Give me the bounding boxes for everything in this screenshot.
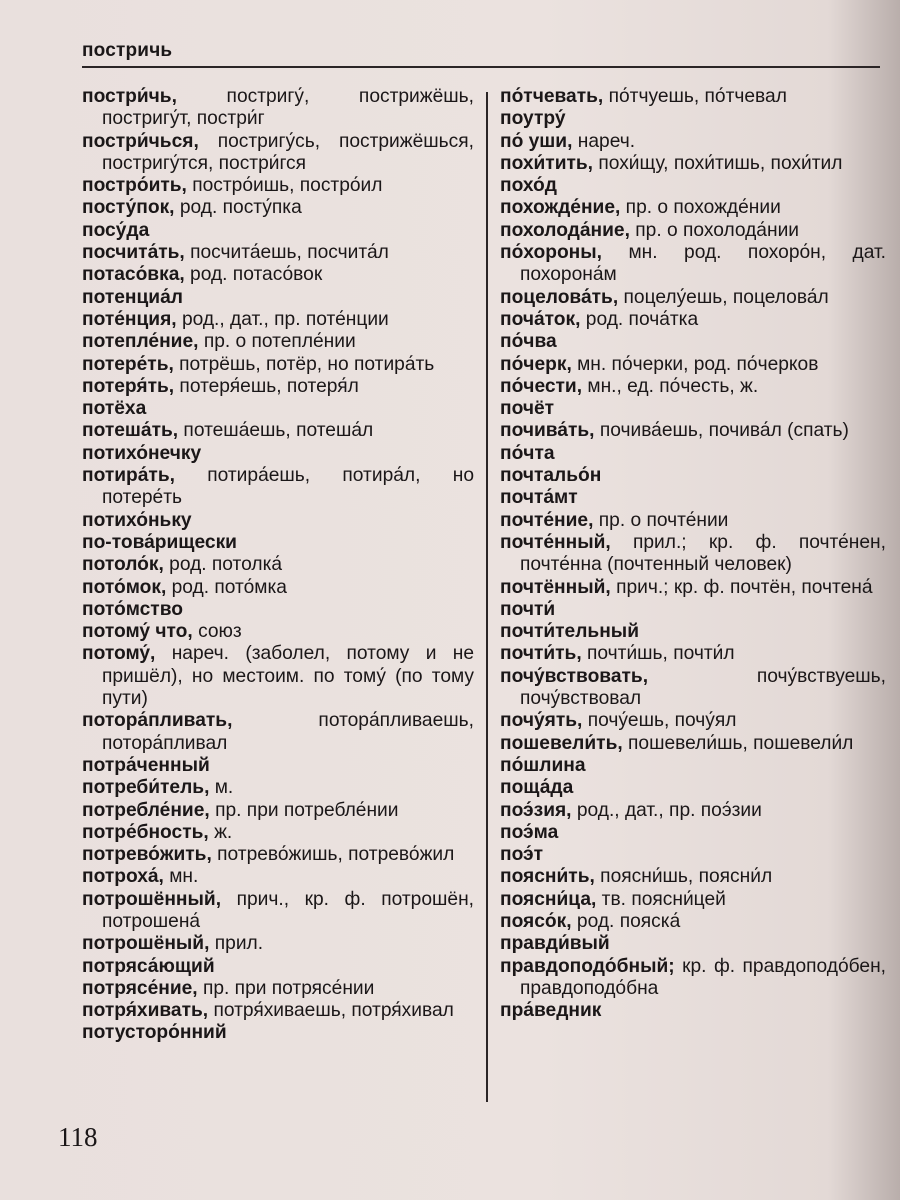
dictionary-entry	[82, 532, 474, 554]
dictionary-entry: поча́ток, род. поча́тка	[500, 308, 699, 330]
headword: потребле́ние,	[82, 799, 210, 821]
headword: пошевели́ть,	[500, 732, 623, 754]
dictionary-entry	[500, 599, 886, 621]
dictionary-entry	[500, 777, 886, 799]
dictionary-entry: потрошёный, прил.	[82, 933, 264, 955]
dictionary-entry: поясо́к, род. пояска́	[500, 910, 681, 932]
headword: потеря́ть,	[82, 375, 175, 397]
dictionary-entry	[500, 844, 886, 866]
headword: почу́вствовать,	[500, 665, 649, 687]
headword: потрево́жить,	[82, 844, 212, 866]
headword: постро́ить,	[82, 175, 187, 197]
headword: почти́ть,	[500, 643, 582, 665]
headword: почу́ять,	[500, 710, 583, 732]
headword: потоло́к,	[82, 554, 164, 576]
headword: похи́тить,	[500, 152, 594, 174]
headword: по́ уши,	[500, 130, 573, 152]
column-divider	[486, 92, 488, 1102]
headword: по́хороны,	[500, 242, 602, 264]
dictionary-entry: поцелова́ть, поцелу́ешь, поцелова́л	[500, 286, 829, 308]
dictionary-entry: потира́ть, потира́ешь, потира́л, но потере́ть	[82, 465, 474, 509]
headword: потому́ что,	[82, 621, 193, 643]
dictionary-entry: потоло́к, род. потолка́	[82, 554, 283, 576]
dictionary-entry: потрясе́ние, пр. при потрясе́нии	[82, 977, 375, 999]
headword: по́чести,	[500, 375, 583, 397]
dictionary-entry: потере́ть, потрёшь, потёр, но потира́ть	[82, 353, 435, 375]
headword: потере́ть,	[82, 353, 174, 375]
dictionary-entry: по́хороны, мн. род. похоро́н, дат. похорона́м	[500, 242, 886, 286]
headword: правдоподо́бный;	[500, 955, 675, 977]
dictionary-entry	[500, 443, 886, 465]
dictionary-entry	[500, 621, 886, 643]
page-number: 118	[58, 1122, 98, 1152]
dictionary-entry: по́ уши, нареч.	[500, 130, 636, 152]
headword: по́тчевать,	[500, 86, 604, 107]
headword: почте́нный,	[500, 531, 611, 553]
headword: почива́ть,	[500, 420, 595, 442]
headword: поутру́	[500, 108, 566, 130]
headword: посу́да	[82, 219, 150, 241]
headword: потре́бность,	[82, 821, 209, 843]
dictionary-entry: потреби́тель, м.	[82, 777, 234, 799]
dictionary-entry	[82, 1022, 474, 1044]
left-column	[82, 86, 474, 1045]
headword: поясни́ца,	[500, 888, 597, 910]
dictionary-entry: потрошённый, прич., кр. ф. потрошён, потрошена́	[82, 888, 474, 932]
dictionary-entry	[500, 108, 886, 130]
headword: поэ́т	[500, 844, 544, 866]
dictionary-entry: потеша́ть, потеша́ешь, потеша́л	[82, 420, 374, 442]
headword: потепле́ние,	[82, 331, 199, 353]
headword: потряса́ющий	[82, 955, 215, 977]
dictionary-entry	[500, 398, 886, 420]
dictionary-entry	[82, 599, 474, 621]
dictionary-entry: потасо́вка, род. потасо́вок	[82, 264, 323, 286]
dictionary-entry	[82, 755, 474, 777]
dictionary-entry	[82, 956, 474, 978]
headword: поэ́ма	[500, 821, 559, 843]
headword: по-това́рищески	[82, 531, 237, 553]
dictionary-entry: постри́чься, постригу́сь, пострижёшься, постригу́тся, постри́гся	[82, 130, 474, 174]
dictionary-entry	[500, 487, 886, 509]
dictionary-entry	[500, 331, 886, 353]
dictionary-entry	[82, 398, 474, 420]
headword: постри́чься,	[82, 130, 199, 152]
dictionary-entry: пото́мок, род. пото́мка	[82, 576, 287, 598]
headword: по́черк,	[500, 353, 572, 375]
dictionary-entry: посчита́ть, посчита́ешь, посчита́л	[82, 242, 389, 264]
dictionary-entry	[82, 510, 474, 532]
headword: поча́ток,	[500, 308, 581, 330]
headword: потеша́ть,	[82, 420, 179, 442]
dictionary-entry: потепле́ние, пр. о потепле́нии	[82, 331, 356, 353]
headword: потихо́нечку	[82, 442, 202, 464]
headword: потреби́тель,	[82, 777, 210, 799]
headword: поща́да	[500, 777, 574, 799]
headword: потенциа́л	[82, 286, 183, 308]
headword: поясо́к,	[500, 910, 572, 932]
dictionary-entry	[500, 822, 886, 844]
dictionary-entry	[82, 443, 474, 465]
headword: почтальо́н	[500, 465, 602, 487]
dictionary-entry: потора́пливать, потора́пливаешь, потора́пливал	[82, 710, 474, 754]
dictionary-entry: потребле́ние, пр. при потребле́нии	[82, 799, 399, 821]
headword: потусторо́нний	[82, 1022, 227, 1044]
header-rule	[82, 66, 880, 68]
dictionary-entry: посту́пок, род. посту́пка	[82, 197, 302, 219]
headword: похо́д	[500, 175, 557, 197]
headword: потасо́вка,	[82, 264, 185, 286]
dictionary-entry	[500, 755, 886, 777]
headword: по́чта	[500, 442, 555, 464]
dictionary-entry: почива́ть, почива́ешь, почива́л (спать)	[500, 420, 849, 442]
headword: почти́	[500, 598, 556, 620]
headword: похожде́ние,	[500, 197, 621, 219]
headword: потира́ть,	[82, 465, 175, 487]
headword: почта́мт	[500, 487, 578, 509]
headword: потихо́ньку	[82, 509, 192, 531]
dictionary-entry: постри́чь, постригу́, пострижёшь, постригу́т, постри́г	[82, 86, 474, 130]
dictionary-entry: правдоподо́бный; кр. ф. правдоподо́бен, правдоподо́бна	[500, 955, 886, 999]
dictionary-entry: поте́нция, род., дат., пр. поте́нции	[82, 308, 389, 330]
headword: поцелова́ть,	[500, 286, 619, 308]
headword: по́чва	[500, 331, 557, 353]
dictionary-entry: по́черк, мн. по́черки, род. по́черков	[500, 353, 819, 375]
dictionary-entry: по́чести, мн., ед. по́честь, ж.	[500, 375, 759, 397]
dictionary-entry	[500, 175, 886, 197]
dictionary-entry: потря́хивать, потря́хиваешь, потря́хивал	[82, 1000, 454, 1022]
dictionary-entry	[82, 287, 474, 309]
headword: правди́вый	[500, 933, 610, 955]
headword: потрясе́ние,	[82, 977, 198, 999]
dictionary-entry: пошевели́ть, пошевели́шь, пошевели́л	[500, 732, 854, 754]
headword: поэ́зия,	[500, 799, 572, 821]
headword: потому́,	[82, 643, 156, 665]
dictionary-entry: потре́бность, ж.	[82, 821, 233, 843]
headword: почёт	[500, 398, 555, 420]
dictionary-entry: потому́, нареч. (заболел, потому и не пришёл), но местоим. по тому́ (по тому пути)	[82, 643, 474, 710]
dictionary-entry: потрево́жить, потрево́жишь, потрево́жил	[82, 844, 455, 866]
headword: посчита́ть,	[82, 242, 185, 264]
dictionary-entry: по́тчевать, по́тчуешь, по́тчевал	[500, 86, 787, 107]
dictionary-entry: почтённый, прич.; кр. ф. почтён, почтена́	[500, 576, 873, 598]
headword: посту́пок,	[82, 197, 175, 219]
dictionary-entry: похи́тить, похи́щу, похи́тишь, похи́тил	[500, 152, 843, 174]
dictionary-entry: поясни́ца, тв. поясни́цей	[500, 888, 726, 910]
headword: поте́нция,	[82, 308, 177, 330]
headword: потря́хивать,	[82, 1000, 209, 1022]
dictionary-entry: почу́ять, почу́ешь, почу́ял	[500, 710, 737, 732]
headword: пото́мок,	[82, 576, 167, 598]
dictionary-entry: почу́вствовать, почу́вствуешь, почу́вствовал	[500, 665, 886, 710]
dictionary-entry: потеря́ть, потеря́ешь, потеря́л	[82, 375, 359, 397]
dictionary-entry: почте́ние, пр. о почте́нии	[500, 509, 729, 531]
headword: потрошёный,	[82, 933, 210, 955]
headword: поясни́ть,	[500, 866, 595, 888]
headword: почтённый,	[500, 576, 611, 598]
dictionary-entry: потому́ что, союз	[82, 621, 242, 643]
running-head: постричь	[82, 40, 173, 61]
headword: потрошённый,	[82, 888, 222, 910]
headword: постри́чь,	[82, 86, 177, 107]
dictionary-entry	[500, 1000, 886, 1022]
headword: потора́пливать,	[82, 710, 233, 732]
headword: пра́ведник	[500, 1000, 602, 1022]
headword: пото́мство	[82, 598, 183, 620]
headword: по́шлина	[500, 754, 586, 776]
dictionary-entry: похожде́ние, пр. о похожде́нии	[500, 197, 781, 219]
right-column	[500, 86, 886, 1022]
dictionary-entry: поэ́зия, род., дат., пр. поэ́зии	[500, 799, 762, 821]
headword: почти́тельный	[500, 621, 639, 643]
headword: потроха́,	[82, 866, 164, 888]
dictionary-entry: потроха́, мн.	[82, 866, 199, 888]
headword: потёха	[82, 398, 147, 420]
headword: потра́ченный	[82, 754, 210, 776]
headword: почте́ние,	[500, 509, 594, 531]
dictionary-entry	[500, 465, 886, 487]
dictionary-entry: постро́ить, постро́ишь, постро́ил	[82, 175, 383, 197]
dictionary-entry	[82, 220, 474, 242]
dictionary-entry	[500, 933, 886, 955]
dictionary-entry: похолода́ние, пр. о похолода́нии	[500, 219, 800, 241]
dictionary-entry: почте́нный, прил.; кр. ф. почте́нен, почте́нна (почтенный человек)	[500, 531, 886, 576]
dictionary-entry: почти́ть, почти́шь, почти́л	[500, 643, 735, 665]
dictionary-entry: поясни́ть, поясни́шь, поясни́л	[500, 866, 773, 888]
headword: похолода́ние,	[500, 219, 630, 241]
